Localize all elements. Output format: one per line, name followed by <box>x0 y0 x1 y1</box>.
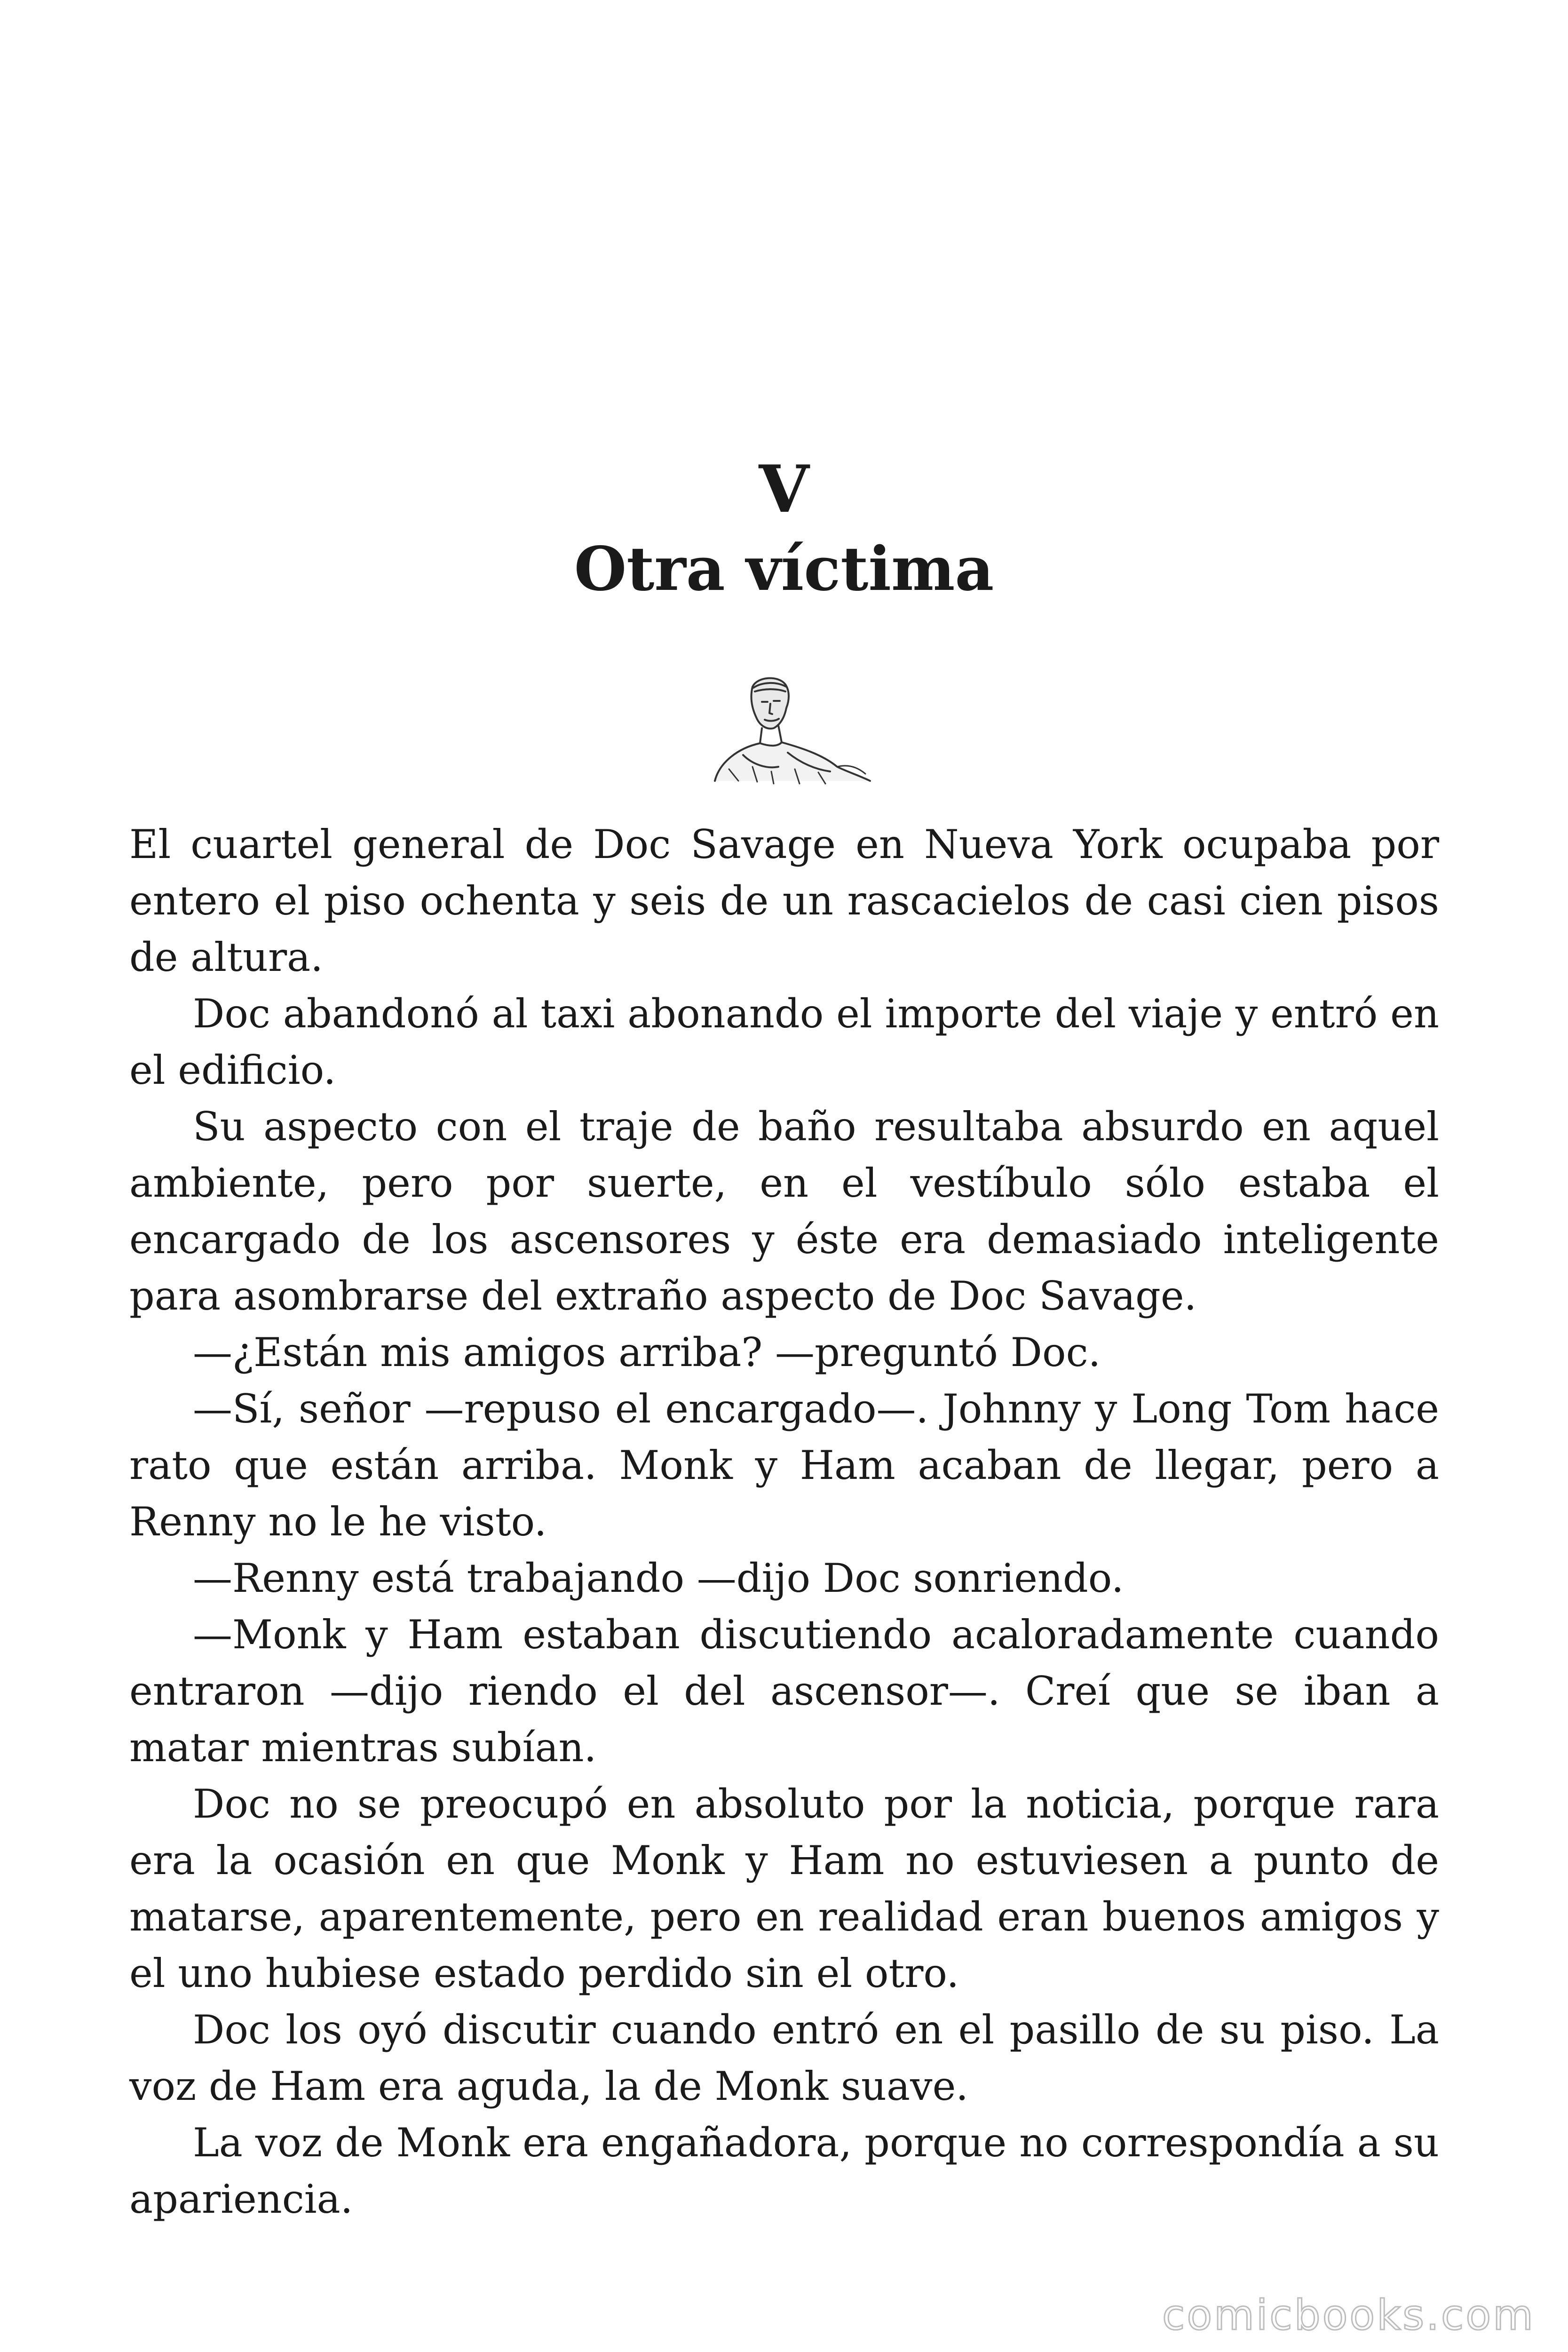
paragraph-5: —Sí, señor —repuso el encargado—. Johnny y Long Tom hace rato que están arriba. Monk y Ham acaban de llegar, pero a Renny no le he visto. <box>129 1386 1439 1545</box>
paragraph-9: Doc los oyó discutir cuando entró en el pasillo de su piso. La voz de Ham era aguda, la de Monk suave. <box>129 2007 1439 2109</box>
doc-savage-portrait-icon <box>696 673 875 786</box>
chapter-body <box>129 816 1439 2227</box>
paragraph-8: Doc no se preocupó en absoluto por la noticia, porque rara era la ocasión en que Monk y Ham no estuviesen a punto de matarse, aparentemente, pero en realidad eran buenos amigos y el uno hubiese estado perdido sin el otro. <box>129 1781 1439 1996</box>
paragraph-7: —Monk y Ham estaban discutiendo acaloradamente cuando entraron —dijo riendo el del ascensor—. Creí que se iban a matar mientras subían. <box>129 1612 1439 1771</box>
paragraph-4: —¿Están mis amigos arriba? —preguntó Doc. <box>193 1329 1101 1375</box>
paragraph-3: Su aspecto con el traje de baño resultaba absurdo en aquel ambiente, pero por suerte, en el vestíbulo sólo estaba el encargado de los ascensores y éste era demasiado inteligente para asombrarse del extraño aspecto de Doc Savage. <box>129 1104 1439 1319</box>
paragraph-1: El cuartel general de Doc Savage en Nueva York ocupaba por entero el piso ochenta y seis de un rascacielos de casi cien pisos de altura. <box>129 821 1439 980</box>
paragraph-2: Doc abandonó al taxi abonando el importe del viaje y entró en el edificio. <box>129 991 1439 1093</box>
chapter-number: V <box>759 451 809 527</box>
paragraph-6: —Renny está trabajando —dijo Doc sonriendo. <box>193 1555 1124 1601</box>
paragraph-10: La voz de Monk era engañadora, porque no correspondía a su apariencia. <box>129 2120 1439 2222</box>
watermark: comicbooks.com <box>1162 2291 1535 2339</box>
chapter-title: Otra víctima <box>574 534 994 604</box>
